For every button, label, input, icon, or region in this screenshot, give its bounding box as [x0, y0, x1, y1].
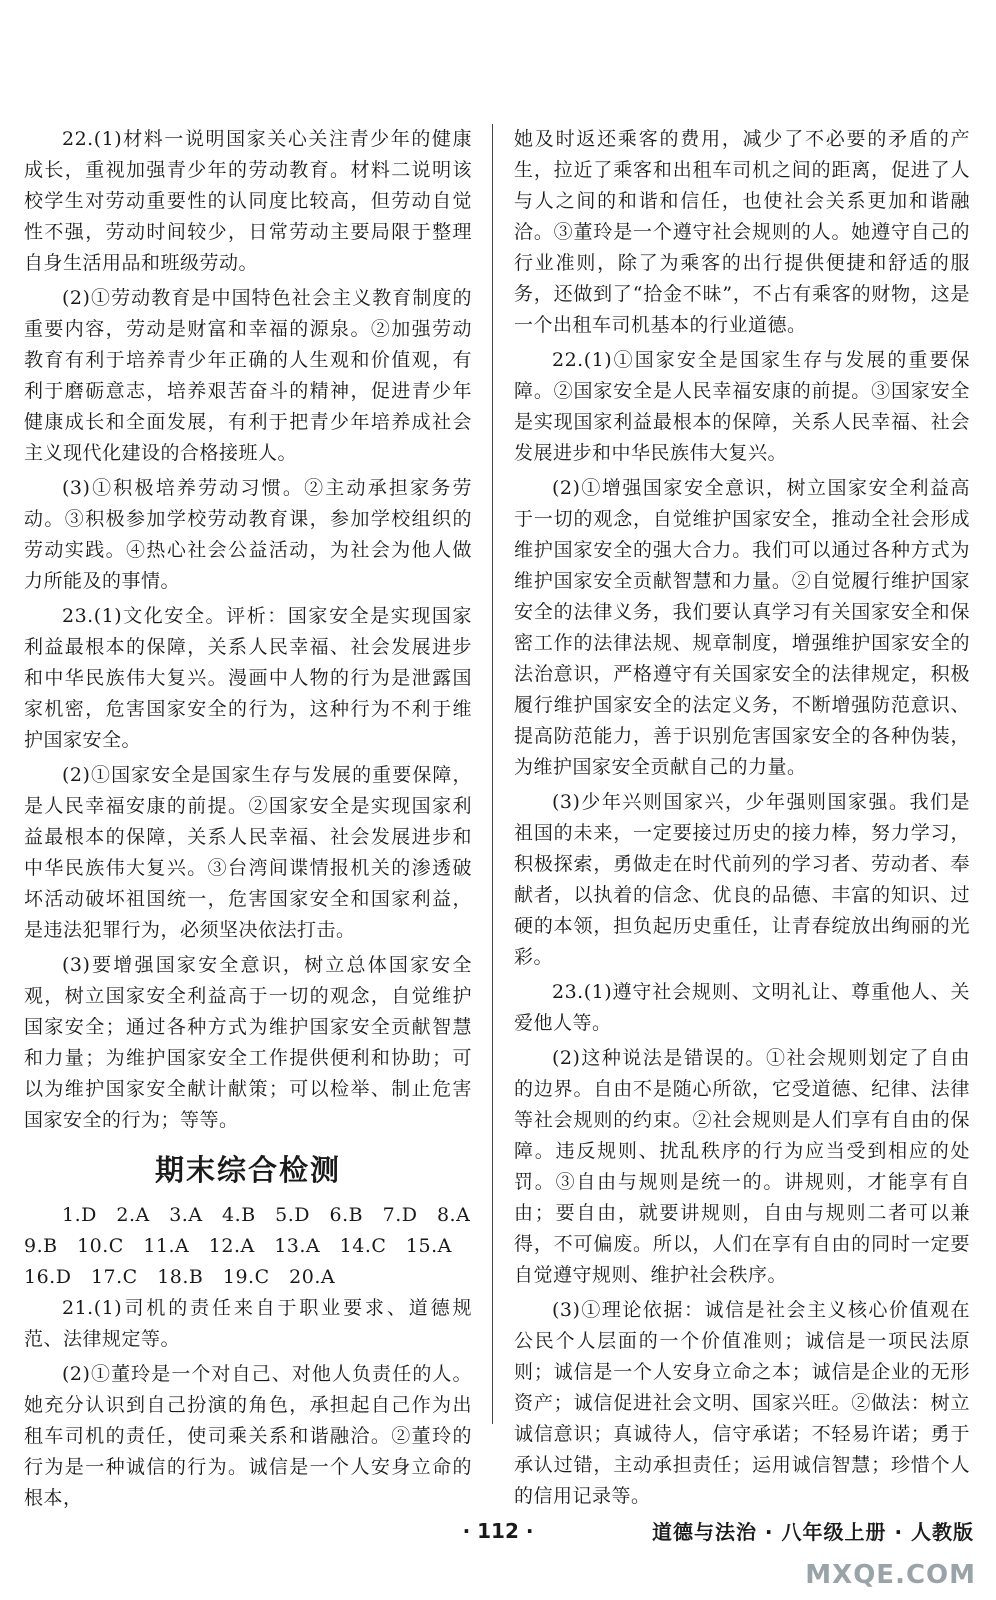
q23-part3: (3)要增强国家安全意识，树立总体国家安全观，树立国家安全利益高于一切的观念，自觉维护国家安全；通过各种方式为维护国家安全贡献智慧和力量；为维护国家安全工作提供便利和协助；可以为维护国家安全献计献策；可以检举、制止危害国家安全的行为；等等。	[24, 954, 472, 1131]
final-q22-part2: (2)①增强国家安全意识，树立国家安全利益高于一切的观念，自觉维护国家安全，推动全社会形成维护国家安全的强大合力。我们可以通过各种方式为维护国家安全贡献智慧和力量。②自觉履行维护国家安全的法律义务，我们要认真学习有关国家安全和保密工作的法律法规、规章制度，增强维护国家安全的法治意识，严格遵守有关国家安全的法律规定，积极履行维护国家安全的法定义务，不断增强防范意识、提高防范能力，善于识别危害国家安全的各种伪装，为维护国家安全贡献自己的力量。	[514, 477, 970, 778]
answer-row-1: 1.D 2.A 3.A 4.B 5.D 6.B 7.D 8.A	[62, 1204, 471, 1226]
answer-key	[24, 1200, 472, 1293]
answer-row-3: 16.D 17.C 18.B 19.C 20.A	[24, 1266, 336, 1288]
watermark-logo: MXQE.COM	[805, 1560, 976, 1590]
left-column	[24, 124, 472, 1518]
page-number: · 112 ·	[462, 1519, 534, 1543]
final-q23-part1: 23.(1)遵守社会规则、文明礼让、尊重他人、关爱他人等。	[514, 981, 970, 1034]
q23-part1: 23.(1)文化安全。评析：国家安全是实现国家利益最根本的保障，关系人民幸福、社会发展进步和中华民族伟大复兴。漫画中人物的行为是泄露国家机密，危害国家安全的行为，这种行为不利于维护国家安全。	[24, 605, 472, 751]
final-q23-part3: (3)①理论依据：诚信是社会主义核心价值观在公民个人层面的一个价值准则；诚信是一项民法原则；诚信是一个人安身立命之本；诚信是企业的无形资产；诚信促进社会文明、国家兴旺。②做法：树立诚信意识；真诚待人，信守承诺；不轻易许诺；勇于承认过错，主动承担责任；运用诚信智慧；珍惜个人的信用记录等。	[514, 1299, 970, 1507]
book-title: 道德与法治 · 八年级上册 · 人教版	[651, 1520, 974, 1544]
q21-continuation: 她及时返还乘客的费用，减少了不必要的矛盾的产生，拉近了乘客和出租车司机之间的距离，促进了人与人之间的和谐和信任，也使社会关系更加和谐融洽。③董玲是一个遵守社会规则的人。她遵守自己的行业准则，除了为乘客的出行提供便捷和舒适的服务，还做到了“拾金不昧”，不占有乘客的财物，这是一个出租车司机基本的行业道德。	[514, 128, 970, 336]
answer-row-2: 9.B 10.C 11.A 12.A 13.A 14.C 15.A	[24, 1235, 452, 1257]
q21-part2: (2)①董玲是一个对自己、对他人负责任的人。她充分认识到自己扮演的角色，承担起自己作为出租车司机的责任，使司乘关系和谐融洽。②董玲的行为是一种诚信的行为。诚信是一个人安身立命的根本，	[24, 1363, 472, 1509]
q23-part2: (2)①国家安全是国家生存与发展的重要保障，是人民幸福安康的前提。②国家安全是实现国家利益最根本的保障，关系人民幸福、社会发展进步和中华民族伟大复兴。③台湾间谍情报机关的渗透破坏活动破坏祖国统一，危害国家安全和国家利益，是违法犯罪行为，必须坚决依法打击。	[24, 764, 472, 941]
right-column	[514, 124, 970, 1516]
column-divider	[492, 124, 493, 1424]
section-title: 期末综合检测	[154, 1153, 341, 1187]
final-q23-part2: (2)这种说法是错误的。①社会规则划定了自由的边界。自由不是随心所欲，它受道德、纪律、法律等社会规则的约束。②社会规则是人们享有自由的保障。违反规则、扰乱秩序的行为应当受到相应的处罚。③自由与规则是统一的。讲规则，才能享有自由；要自由，就要讲规则，自由与规则二者可以兼得，不可偏废。所以，人们在享有自由的同时一定要自觉遵守规则、维护社会秩序。	[514, 1047, 970, 1286]
q22-part2: (2)①劳动教育是中国特色社会主义教育制度的重要内容，劳动是财富和幸福的源泉。②加强劳动教育有利于培养青少年正确的人生观和价值观，有利于磨砺意志，培养艰苦奋斗的精神，促进青少年健康成长和全面发展，有利于把青少年培养成社会主义现代化建设的合格接班人。	[24, 287, 472, 464]
final-q22-part1: 22.(1)①国家安全是国家生存与发展的重要保障。②国家安全是人民幸福安康的前提。③国家安全是实现国家利益最根本的保障，关系人民幸福、社会发展进步和中华民族伟大复兴。	[514, 349, 970, 464]
final-q22-part3: (3)少年兴则国家兴，少年强则国家强。我们是祖国的未来，一定要接过历史的接力棒，努力学习，积极探索，勇做走在时代前列的学习者、劳动者、奉献者，以执着的信念、优良的品德、丰富的知识、过硬的本领，担负起历史重任，让青春绽放出绚丽的光彩。	[514, 791, 970, 968]
q22-part1: 22.(1)材料一说明国家关心关注青少年的健康成长，重视加强青少年的劳动教育。材料二说明该校学生对劳动重要性的认同度比较高，但劳动自觉性不强，劳动时间较少，日常劳动主要局限于整理自身生活用品和班级劳动。	[24, 128, 472, 274]
q22-part3: (3)①积极培养劳动习惯。②主动承担家务劳动。③积极参加学校劳动教育课，参加学校组织的劳动实践。④热心社会公益活动，为社会为他人做力所能及的事情。	[24, 477, 472, 592]
q21-part1: 21.(1)司机的责任来自于职业要求、道德规范、法律规定等。	[24, 1297, 472, 1350]
